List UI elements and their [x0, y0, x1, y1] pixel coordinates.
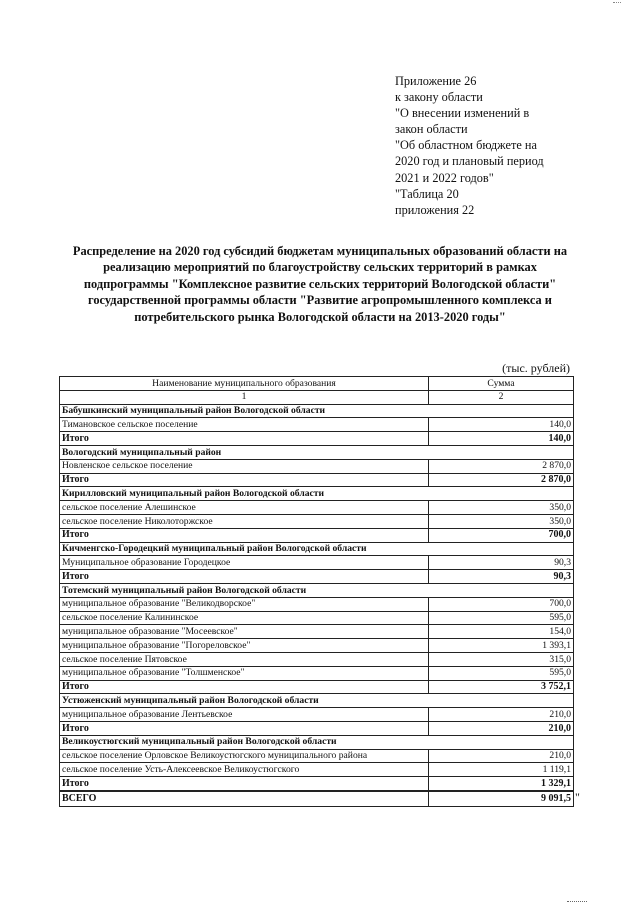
region-name: Тотемский муниципальный район Вологодской области: [60, 583, 574, 597]
table-row: [60, 418, 574, 432]
document-title: Распределение на 2020 год субсидий бюджетам муниципальных образований области на реализацию мероприятий по благоустройству сельских территорий в рамках подпрограммы "Комплексное развитие сельских территорий Вологодской области" государственной программы области "Развитие агропромышленного комплекса и потребительского рынка Вологодской области на 2013-2020 годы": [72, 244, 568, 324]
municipality-name: муниципальное образование "Великодворское": [60, 597, 429, 611]
region-row: [60, 542, 574, 556]
column-number-2: 2: [429, 390, 574, 404]
subsidy-amount: 350,0: [429, 514, 574, 528]
grand-total-label: ВСЕГО: [60, 791, 429, 807]
appendix-line: к закону области: [395, 90, 483, 105]
region-name: Вологодский муниципальный район: [60, 445, 574, 459]
table-row: [60, 652, 574, 666]
appendix-line: "О внесении изменений в: [395, 106, 530, 121]
grand-total-amount: 9 091,5: [429, 791, 574, 807]
total-label: Итого: [60, 528, 429, 542]
table-row: [60, 514, 574, 528]
region-name: Кирилловский муниципальный район Вологодской области: [60, 487, 574, 501]
footer-scan-mark: [567, 898, 587, 902]
total-row: [60, 570, 574, 584]
table-row: [60, 625, 574, 639]
municipality-name: муниципальное образование "Погореловское": [60, 639, 429, 653]
total-amount: 140,0: [429, 432, 574, 446]
grand-total-row: [60, 791, 574, 807]
total-amount: 210,0: [429, 721, 574, 735]
total-row: [60, 528, 574, 542]
municipality-name: Муниципальное образование Городецкое: [60, 556, 429, 570]
region-row: [60, 487, 574, 501]
municipality-name: сельское поселение Усть-Алексеевское Великоустюгского: [60, 763, 429, 777]
total-row: [60, 680, 574, 694]
table-row: [60, 501, 574, 515]
total-amount: 3 752,1: [429, 680, 574, 694]
region-row: [60, 445, 574, 459]
table-row: [60, 749, 574, 763]
table-row: [60, 556, 574, 570]
municipality-name: сельское поселение Пятовское: [60, 652, 429, 666]
subsidy-amount: 2 870,0: [429, 459, 574, 473]
column-header-sum: Сумма: [429, 377, 574, 391]
region-row: [60, 404, 574, 418]
municipality-name: муниципальное образование "Толшменское": [60, 666, 429, 680]
table-row: [60, 666, 574, 680]
municipality-name: Тимановское сельское поселение: [60, 418, 429, 432]
appendix-line: Приложение 26: [395, 74, 477, 88]
subsidy-amount: 210,0: [429, 749, 574, 763]
municipality-name: муниципальное образование Лентьевское: [60, 708, 429, 722]
appendix-line: закон области: [395, 122, 468, 137]
total-row: [60, 777, 574, 791]
appendix-line: приложения 22: [395, 202, 475, 217]
total-label: Итого: [60, 432, 429, 446]
total-row: [60, 473, 574, 487]
subsidy-amount: 154,0: [429, 625, 574, 639]
subsidy-table: [59, 376, 574, 807]
subsidy-amount: 350,0: [429, 501, 574, 515]
region-name: Кичменгско-Городецкий муниципальный район Вологодской области: [60, 542, 574, 556]
region-row: [60, 735, 574, 749]
municipality-name: муниципальное образование "Мосеевское": [60, 625, 429, 639]
subsidy-amount: 1 119,1: [429, 763, 574, 777]
table-header-row: [60, 377, 574, 391]
table-row: [60, 708, 574, 722]
total-amount: 1 329,1: [429, 777, 574, 791]
table-row: [60, 763, 574, 777]
appendix-header: [395, 73, 595, 218]
total-label: Итого: [60, 473, 429, 487]
subsidy-amount: 595,0: [429, 611, 574, 625]
table-row: [60, 459, 574, 473]
municipality-name: сельское поселение Николоторжское: [60, 514, 429, 528]
total-amount: 90,3: [429, 570, 574, 584]
appendix-line: 2020 год и плановый период: [395, 154, 544, 169]
appendix-line: "Таблица 20: [395, 186, 459, 201]
total-amount: 2 870,0: [429, 473, 574, 487]
municipality-name: Новленское сельское поселение: [60, 459, 429, 473]
total-label: Итого: [60, 777, 429, 791]
total-row: [60, 721, 574, 735]
subsidy-amount: 210,0: [429, 708, 574, 722]
subsidy-amount: 1 393,1: [429, 639, 574, 653]
subsidy-amount: 595,0: [429, 666, 574, 680]
total-label: Итого: [60, 570, 429, 584]
total-label: Итого: [60, 721, 429, 735]
municipality-name: сельское поселение Алешинское: [60, 501, 429, 515]
municipality-name: сельское поселение Калининское: [60, 611, 429, 625]
table-row: [60, 597, 574, 611]
units-label: (тыс. рублей): [502, 361, 570, 375]
municipality-name: сельское поселение Орловское Великоустюгского муниципального района: [60, 749, 429, 763]
region-row: [60, 583, 574, 597]
subsidy-amount: 90,3: [429, 556, 574, 570]
total-row: [60, 432, 574, 446]
region-name: Бабушкинский муниципальный район Вологодской области: [60, 404, 574, 418]
region-name: Устюженский муниципальный район Вологодской области: [60, 694, 574, 708]
total-amount: 700,0: [429, 528, 574, 542]
appendix-line: "Об областном бюджете на: [395, 138, 537, 153]
table-row: [60, 611, 574, 625]
appendix-line: 2021 и 2022 годов": [395, 170, 494, 185]
subsidy-amount: 700,0: [429, 597, 574, 611]
total-label: Итого: [60, 680, 429, 694]
column-number-1: 1: [60, 390, 429, 404]
corner-scan-mark: [613, 0, 621, 3]
column-header-name: Наименование муниципального образования: [60, 377, 429, 391]
table-row: [60, 639, 574, 653]
region-row: [60, 694, 574, 708]
column-number-row: [60, 390, 574, 404]
closing-quote: ": [575, 789, 580, 804]
subsidy-amount: 315,0: [429, 652, 574, 666]
subsidy-amount: 140,0: [429, 418, 574, 432]
region-name: Великоустюгский муниципальный район Вологодской области: [60, 735, 574, 749]
